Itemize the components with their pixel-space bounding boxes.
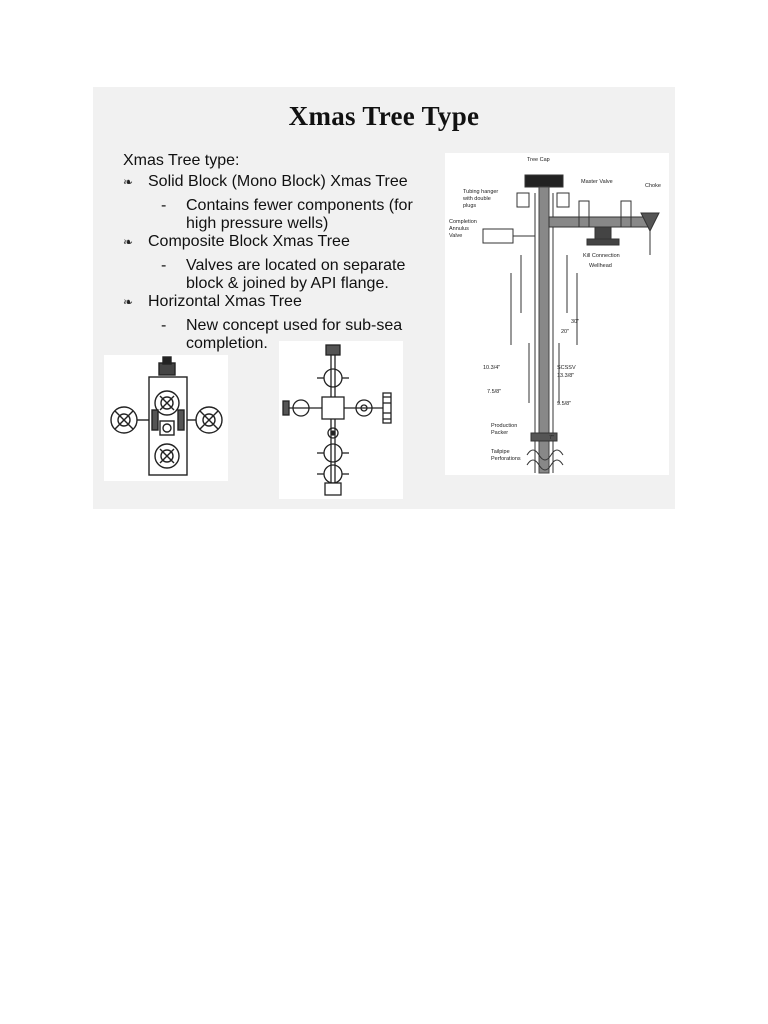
label-scssv: SCSSV: [557, 365, 576, 371]
well-completion-diagram: [445, 153, 669, 475]
label-master-valve: Master Valve: [581, 179, 613, 185]
fleuron-icon: ❧: [123, 295, 134, 309]
sub-bullet-text: Valves are located on separate: [186, 257, 406, 274]
dash-marker: -: [161, 197, 167, 214]
mono-block-tree-figure: [104, 355, 228, 481]
label-tree-cap: Tree Cap: [527, 157, 550, 163]
slide-title: Xmas Tree Type: [288, 101, 480, 131]
slide: [93, 87, 675, 509]
label-perforations: Perforations: [491, 456, 521, 462]
label-size-7: 7": [549, 435, 555, 441]
label-size-13-3-8: 13.3/8": [557, 373, 575, 379]
dash-marker: -: [161, 317, 167, 334]
composite-block-tree-figure: [279, 341, 403, 499]
label-completion-3: Valve: [449, 233, 463, 239]
bullet-label: Composite Block Xmas Tree: [148, 233, 350, 250]
label-tubing-hanger-2: with double: [463, 196, 491, 202]
bullet-label: Solid Block (Mono Block) Xmas Tree: [148, 173, 408, 190]
label-size-30: 30": [571, 319, 580, 325]
fleuron-icon: ❧: [123, 175, 134, 189]
intro-line: [123, 151, 240, 170]
label-production-2: Packer: [491, 430, 509, 436]
label-choke: Choke: [645, 183, 661, 189]
label-size-9-5-8: 9.5/8": [557, 401, 572, 407]
label-completion-2: Annulus: [449, 226, 469, 232]
label-completion-1: Completion: [449, 219, 477, 225]
dash-marker: -: [161, 257, 167, 274]
sub-bullet-text: block & joined by API flange.: [186, 275, 389, 292]
label-wellhead: Wellhead: [589, 263, 612, 269]
composite-block-tree-drawing: [279, 341, 403, 499]
label-production-1: Production: [491, 423, 518, 429]
mono-block-tree-drawing: [104, 355, 228, 481]
label-kill-connection: Kill Connection: [583, 253, 620, 259]
bullet-label: Horizontal Xmas Tree: [148, 293, 302, 310]
label-tubing-hanger-3: plugs: [463, 203, 477, 209]
label-tubing-hanger-1: Tubing hanger: [463, 189, 499, 195]
label-size-7-5-8: 7.5/8": [487, 389, 502, 395]
label-size-10-3-4: 10.3/4": [483, 365, 501, 371]
fleuron-icon: ❧: [123, 235, 134, 249]
intro-text: Xmas Tree type:: [123, 152, 240, 169]
sub-bullet-text: high pressure wells): [186, 215, 329, 232]
sub-bullet-text: Contains fewer components (for: [186, 197, 413, 214]
label-size-20: 20": [561, 329, 570, 335]
well-schematic-drawing: [445, 153, 669, 475]
sub-bullet-text: completion.: [186, 335, 268, 352]
label-tailpipe: Tailpipe: [491, 449, 510, 455]
sub-bullet-text: New concept used for sub-sea: [186, 317, 403, 334]
